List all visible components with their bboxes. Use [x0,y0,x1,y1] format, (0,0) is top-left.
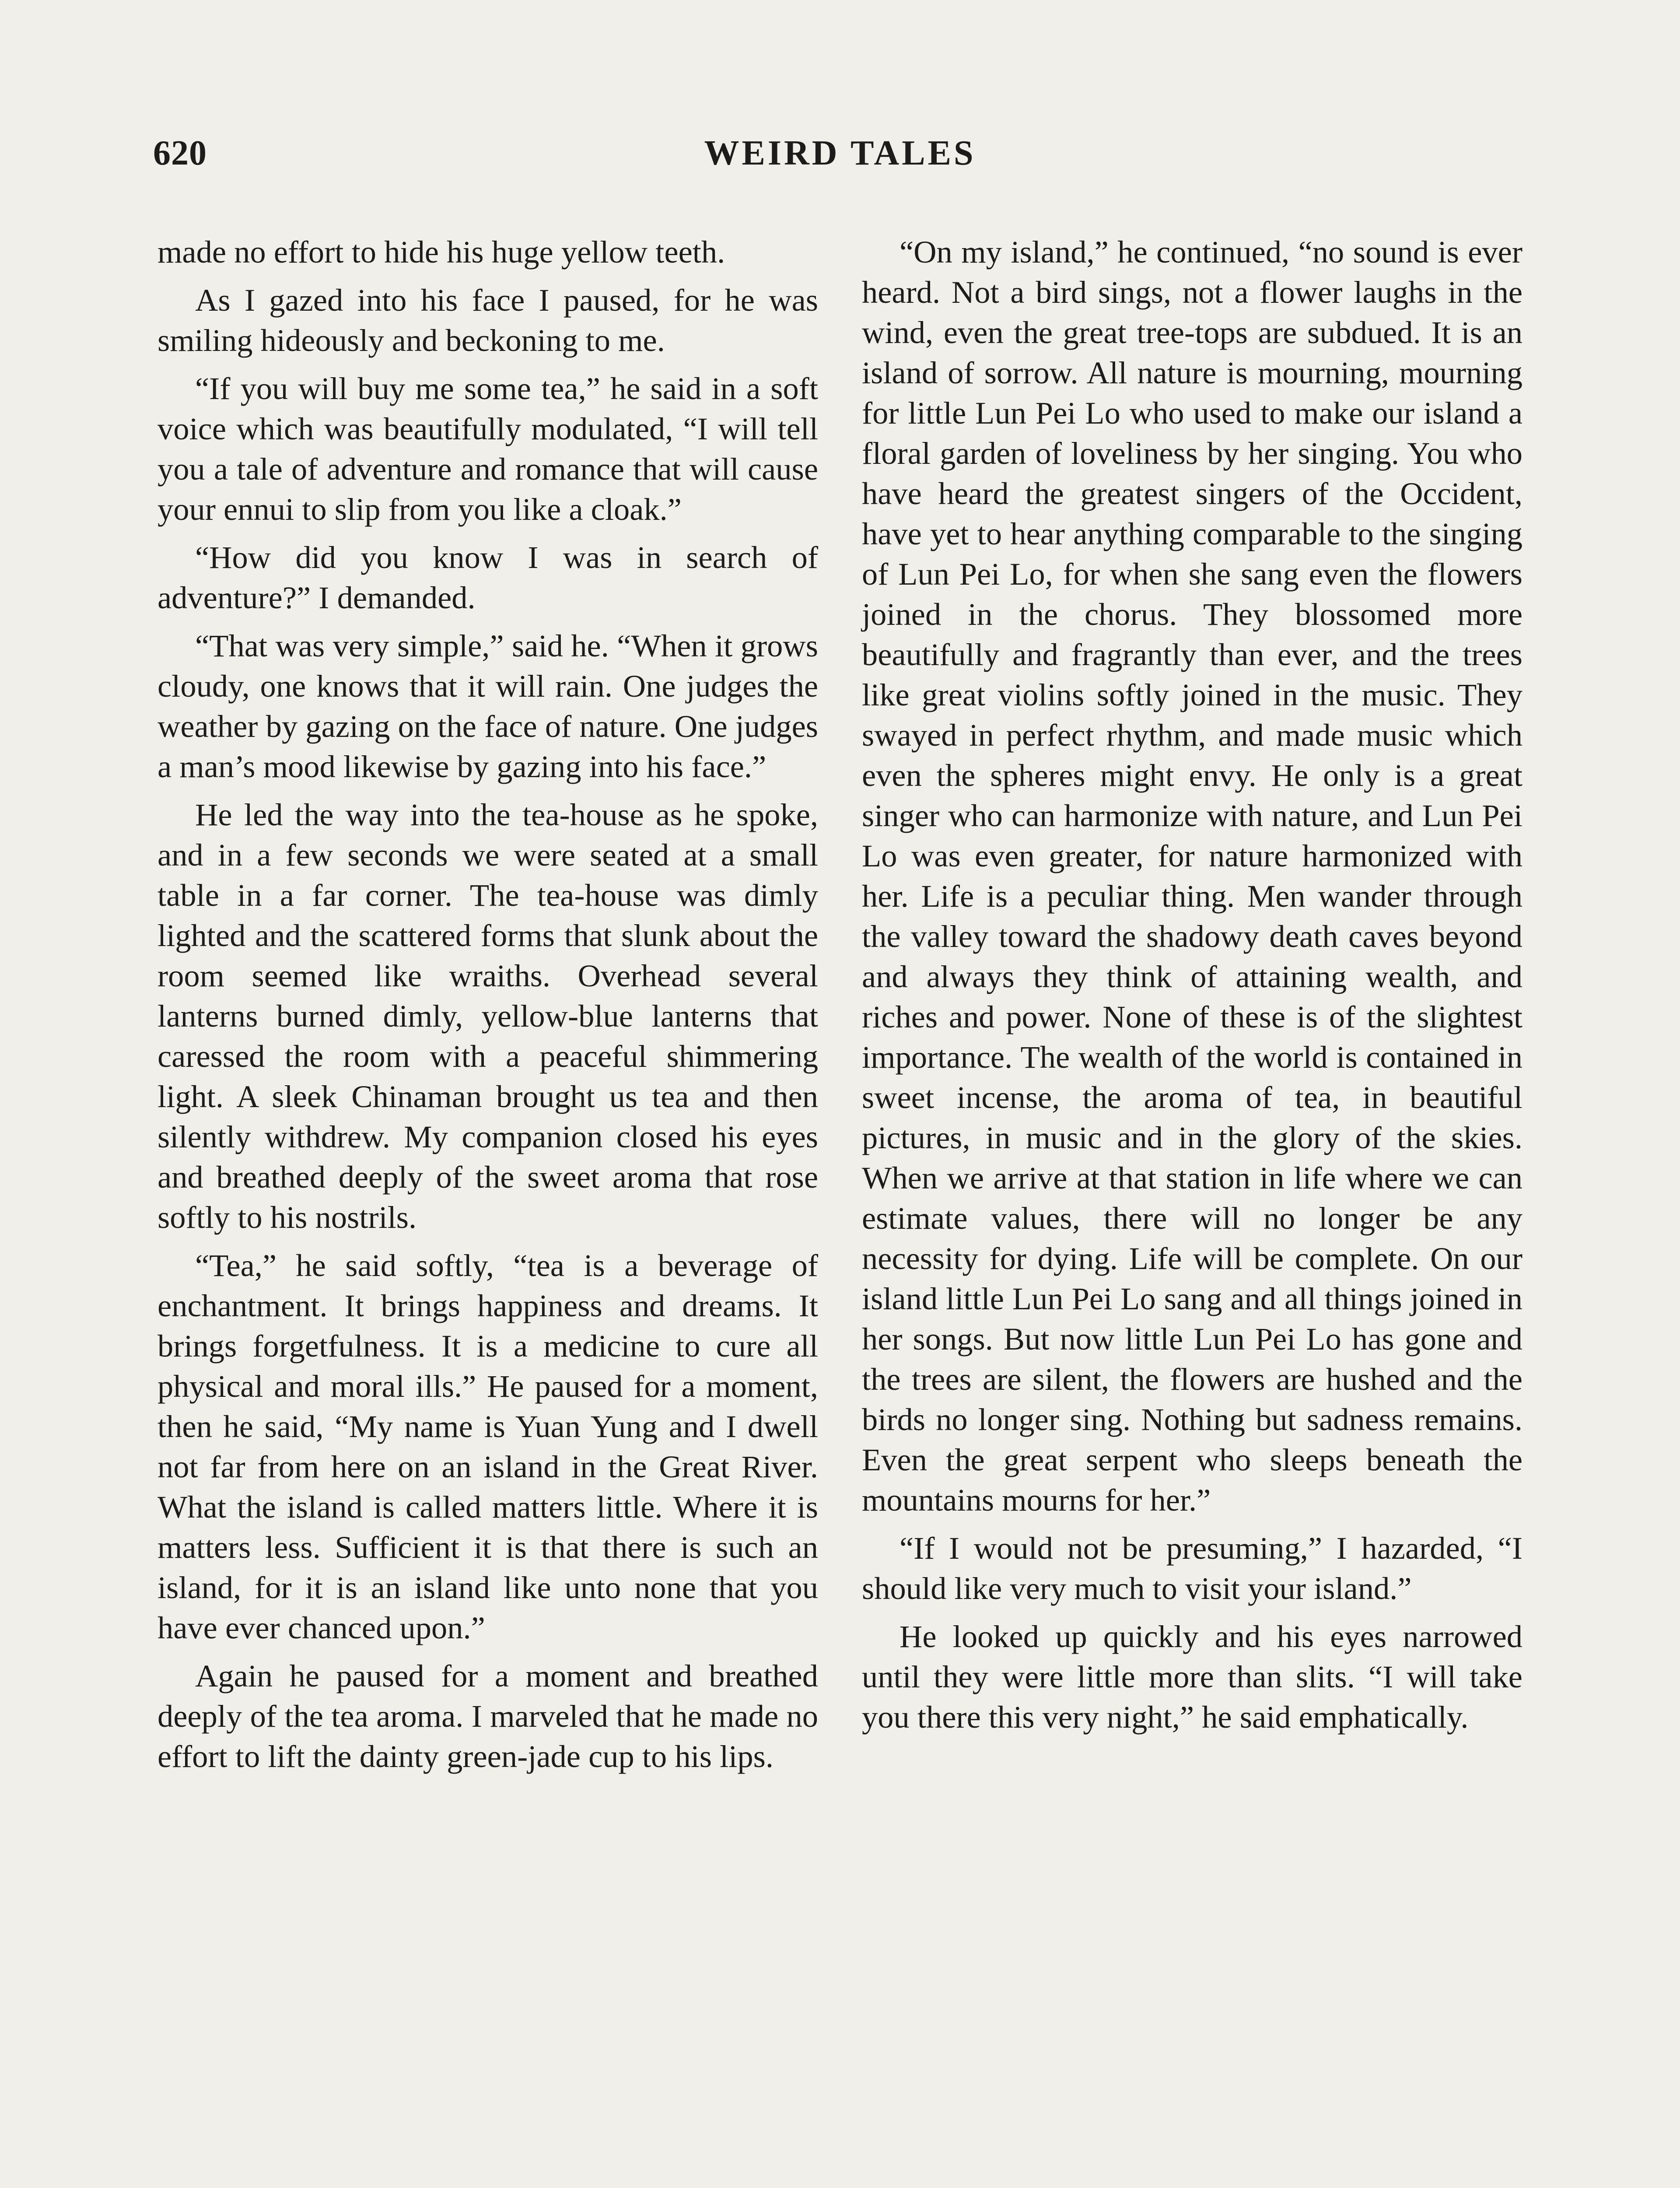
left-text-column [158,232,818,1777]
paragraph: Again he paused for a moment and breathed deeply of the tea aroma. I marveled that he made no effort to lift the dainty green-jade cup to his lips. [158,1658,818,1774]
paragraph: As I gazed into his face I paused, for he was smiling hideously and beckoning to me. [158,282,818,358]
paragraph: “Tea,” he said softly, “tea is a beverage of enchantment. It brings happiness and dreams. It brings forgetfulness. It is a medicine to cure all physical and moral ills.” He paused for a moment, then he said, “My name is Yuan Yung and I dwell not far from here on an island in the Great River. What the island is called matters little. Where it is matters less. Sufficient it is that there is such an island, for it is an island like unto none that you have ever chanced upon.” [158,1248,818,1645]
paragraph: He looked up quickly and his eyes narrowed until they were little more than slits. “I will take you there this very night,” he said emphatically. [862,1619,1522,1735]
paragraph: “If I would not be presuming,” I hazarded, “I should like very much to visit your island.” [862,1530,1522,1606]
paragraph: made no effort to hide his huge yellow teeth. [158,234,725,270]
paragraph: “If you will buy me some tea,” he said in a soft voice which was beautifully modulated, “I will tell you a tale of adventure and romance that will cause your ennui to slip from you like a cloak.” [158,371,818,527]
paragraph: “How did you know I was in search of adventure?” I demanded. [158,540,818,615]
paragraph: “That was very simple,” said he. “When it grows cloudy, one knows that it will rain. One judges the weather by gazing on the face of nature. One judges a man’s mood likewise by gazing into his face.” [158,628,818,784]
right-text-column [862,232,1522,1737]
page-number: 620 [153,134,207,172]
running-title: WEIRD TALES [704,134,976,172]
paragraph: “On my island,” he continued, “no sound is ever heard. Not a bird sings, not a flower laughs in the wind, even the great tree-tops are subdued. It is an island of sorrow. All nature is mourning, mourning for little Lun Pei Lo who used to make our island a floral garden of loveliness by her singing. You who have heard the greatest singers of the Occident, have yet to hear anything comparable to the singing of Lun Pei Lo, for when she sang even the flowers joined in the chorus. They blossomed more beautifully and fragrantly than ever, and the trees like great violins softly joined in the music. They swayed in perfect rhythm, and made music which even the spheres might envy. He only is a great singer who can harmonize with nature, and Lun Pei Lo was even greater, for nature harmonized with her. Life is a peculiar thing. Men wander through the valley toward the shadowy death caves beyond and always they think of attaining wealth, and riches and power. None of these is of the slightest importance. The wealth of the world is contained in sweet incense, the aroma of tea, in beautiful pictures, in music and in the glory of the skies. When we arrive at that station in life where we can estimate values, there will no longer be any necessity for dying. Life will be complete. On our island little Lun Pei Lo sang and all things joined in her songs. But now little Lun Pei Lo has gone and the trees are silent, the flowers are hushed and the birds no longer sing. Nothing but sadness remains. Even the great serpent who sleeps beneath the mountains mourns for her.” [862,234,1522,1518]
paragraph: He led the way into the tea-house as he spoke, and in a few seconds we were seated at a small table in a far corner. The tea-house was dimly lighted and the scattered forms that slunk about the room seemed like wraiths. Overhead several lanterns burned dimly, yellow-blue lanterns that caressed the room with a peaceful shimmering light. A sleek Chinaman brought us tea and then silently withdrew. My companion closed his eyes and breathed deeply of the sweet aroma that rose softly to his nostrils. [158,797,818,1235]
page-header [153,133,1527,186]
